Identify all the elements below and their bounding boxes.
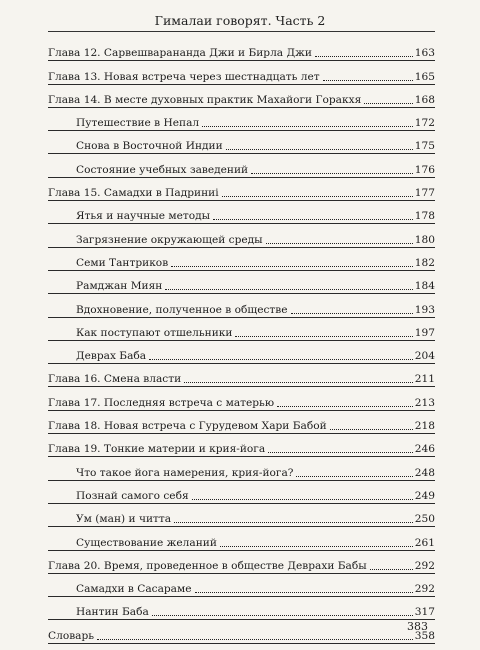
toc-entry — [48, 597, 435, 619]
toc-entry-page: 204 — [414, 350, 435, 363]
toc-entry-page: 317 — [414, 606, 435, 619]
toc-entry-title: Глава 13. Новая встреча через шестнадцать лет — [48, 70, 320, 83]
dot-leader — [251, 173, 413, 174]
dot-leader — [165, 289, 412, 290]
toc-entry — [48, 154, 435, 176]
dot-leader — [222, 196, 413, 197]
dot-leader — [296, 476, 412, 477]
toc-entry — [48, 504, 435, 526]
toc-entry-title: Глава 20. Время, проведенное в обществе Деврахи Бабы — [48, 559, 367, 572]
toc-entry — [48, 61, 435, 83]
toc-entry-page: 261 — [414, 536, 435, 549]
dot-leader — [268, 452, 413, 453]
toc-entry — [48, 178, 435, 200]
dot-leader — [277, 406, 413, 407]
toc-entry — [48, 551, 435, 573]
dot-leader — [330, 429, 413, 430]
dot-leader — [152, 615, 413, 616]
running-header: Гималаи говорят. Часть 2 — [154, 13, 326, 28]
dot-leader — [192, 499, 413, 500]
toc-entry-title: Путешествие в Непал — [76, 117, 200, 130]
toc-entry-title: Ум (ман) и читта — [76, 513, 172, 526]
dot-leader — [291, 313, 413, 314]
toc-entry — [48, 85, 435, 107]
toc-entry — [48, 574, 435, 596]
toc-entry-page: 218 — [414, 420, 435, 433]
toc-entry-title: Ятья и научные методы — [76, 210, 211, 223]
toc-entry-page: 292 — [414, 559, 435, 572]
toc-entry — [48, 38, 435, 60]
toc-entry-title: Глава 14. В месте духовных практик Махайоги Горакхя — [48, 93, 362, 106]
dot-leader — [213, 219, 413, 220]
toc-entry — [48, 341, 435, 363]
dot-leader — [370, 569, 413, 570]
toc-entry-page: 358 — [414, 629, 435, 642]
toc-entry-title: Нантин Баба — [76, 606, 149, 619]
toc-entry — [48, 224, 435, 246]
toc-entry-title: Глава 15. Самадхи в Падриниi — [48, 187, 219, 200]
toc-entry-page: 246 — [414, 443, 435, 456]
toc-entry-title: Глава 12. Сарвешварананда Джи и Бирла Джи — [48, 47, 312, 60]
dot-leader — [174, 522, 413, 523]
toc-entry — [48, 527, 435, 549]
toc-entry-page: 165 — [414, 70, 435, 83]
toc-entry-title: Познай самого себя — [76, 489, 189, 502]
toc-entry-title: Глава 17. Последняя встреча с матерью — [48, 396, 275, 409]
dot-leader — [171, 266, 413, 267]
toc-entry-title: Загрязнение окружающей среды — [76, 233, 263, 246]
dot-leader — [364, 103, 413, 104]
dot-leader — [323, 80, 413, 81]
toc-entry-title: Глава 18. Новая встреча с Гурудевом Хари Бабой — [48, 420, 327, 433]
toc-entry-title: Самадхи в Сасараме — [76, 583, 192, 596]
dot-leader — [195, 592, 413, 593]
toc-entry — [48, 364, 435, 386]
dot-leader — [266, 243, 413, 244]
toc-entry-page: 163 — [414, 47, 435, 60]
toc-entry — [48, 481, 435, 503]
dot-leader — [235, 336, 412, 337]
toc-entry — [48, 318, 435, 340]
toc-entry-page: 184 — [414, 280, 435, 293]
toc-entry — [48, 248, 435, 270]
toc-entry — [48, 457, 435, 479]
toc-entry-title: Семи Тантриков — [76, 256, 169, 269]
toc-entry-title: Существование желаний — [76, 536, 217, 549]
dot-leader — [202, 126, 413, 127]
toc-entry-page: 248 — [414, 466, 435, 479]
toc-entry — [48, 131, 435, 153]
toc-entry-page: 197 — [414, 326, 435, 339]
toc-entry — [48, 387, 435, 409]
dot-leader — [220, 546, 413, 547]
page-number: 383 — [407, 620, 428, 633]
toc-entry-page: 176 — [414, 163, 435, 176]
toc-entry — [48, 271, 435, 293]
toc-entry-title: Что такое йога намерения, крия-йога? — [76, 466, 294, 479]
toc-entry — [48, 434, 435, 456]
toc-entry-page: 249 — [414, 489, 435, 502]
header-rule — [48, 31, 435, 32]
toc-entry-page: 211 — [414, 373, 435, 386]
toc-entry-page: 175 — [414, 140, 435, 153]
toc-entry-title: Словарь — [48, 629, 95, 642]
toc-entry-page: 177 — [414, 187, 435, 200]
toc-entry — [48, 620, 435, 642]
toc-entry — [48, 108, 435, 130]
toc-entry-page: 193 — [414, 303, 435, 316]
toc-entry — [48, 201, 435, 223]
dot-leader — [315, 56, 413, 57]
toc-entry-page: 172 — [414, 117, 435, 130]
toc-entry-title: Состояние учебных заведений — [76, 163, 249, 176]
toc-entry-page: 182 — [414, 256, 435, 269]
dot-leader — [149, 359, 413, 360]
toc-entry-title: Вдохновение, полученное в обществе — [76, 303, 288, 316]
toc-entry-page: 213 — [414, 396, 435, 409]
toc-entry-page: 178 — [414, 210, 435, 223]
toc-entry-title: Снова в Восточной Индии — [76, 140, 223, 153]
dot-leader — [226, 149, 413, 150]
dot-leader — [97, 639, 413, 640]
toc-entry-page: 292 — [414, 583, 435, 596]
toc-entry-title: Деврах Баба — [76, 350, 147, 363]
toc-entry-title: Рамджан Миян — [76, 280, 163, 293]
toc-entry-title: Как поступают отшельники — [76, 326, 233, 339]
toc-entry — [48, 294, 435, 316]
dot-leader — [184, 382, 413, 383]
toc-entry-page: 180 — [414, 233, 435, 246]
toc-entry — [48, 411, 435, 433]
toc-entry-title: Глава 16. Смена власти — [48, 373, 182, 386]
toc-entry-page: 250 — [414, 513, 435, 526]
toc-entry-title: Глава 19. Тонкие материи и крия-йога — [48, 443, 266, 456]
row-separator — [48, 643, 435, 644]
toc-entry-page: 168 — [414, 93, 435, 106]
table-of-contents — [48, 38, 435, 644]
